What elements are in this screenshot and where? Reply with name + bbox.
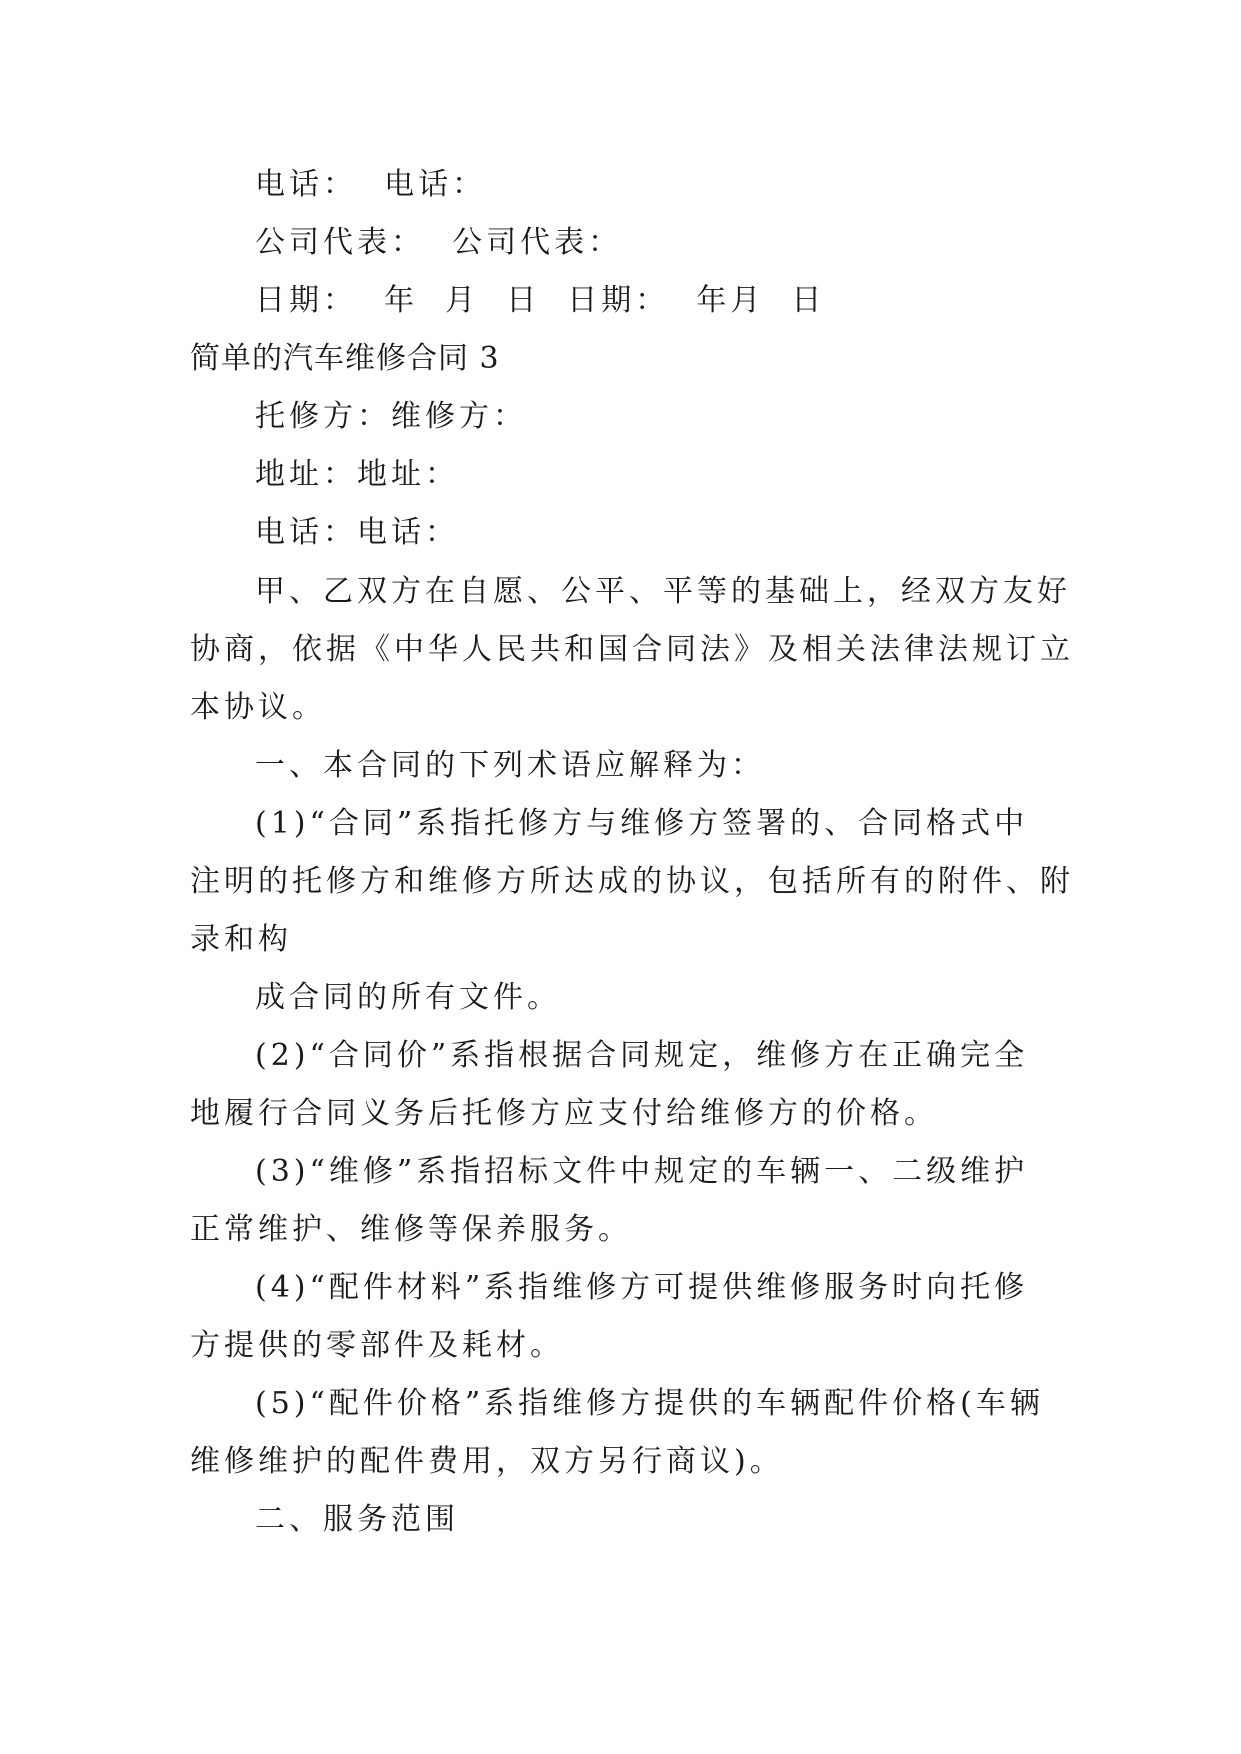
phone-line: 电话： 电话： [255,167,487,202]
address-line: 地址：地址： [255,457,459,492]
paragraph-line: 注明的托修方和维修方所达成的协议，包括所有的附件、附 [190,864,1074,899]
contract-title: 简单的汽车维修合同 3 [190,341,500,376]
paragraph-line: 正常维护、维修等保养服务。 [190,1212,632,1247]
section-heading: 二、服务范围 [255,1502,459,1537]
paragraph-line: 方提供的零部件及耗材。 [190,1328,564,1363]
parties-line: 托修方：维修方： [255,399,527,434]
paragraph-line: 甲、乙双方在自愿、公平、平等的基础上，经双方友好 [255,574,1071,609]
paragraph-line: 本协议。 [190,690,326,725]
section-heading: 一、本合同的下列术语应解释为： [255,748,765,783]
paragraph-line: (5)“配件价格”系指维修方提供的车辆配件价格(车辆 [255,1386,1044,1421]
paragraph-line: 地履行合同义务后托修方应支付给维修方的价格。 [190,1096,938,1131]
paragraph-line: (2)“合同价”系指根据合同规定，维修方在正确完全 [255,1038,1029,1073]
paragraph-line: 维修维护的配件费用，双方另行商议)。 [190,1444,784,1479]
paragraph-line: 成合同的所有文件。 [255,980,561,1015]
paragraph-line: (3)“维修”系指招标文件中规定的车辆一、二级维护 [255,1154,1029,1189]
phone-line-2: 电话：电话： [255,515,459,550]
company-rep-line: 公司代表： 公司代表： [255,225,623,260]
date-line: 日期： 年 月 日 日期： 年月 日 [255,283,826,318]
paragraph-line: 协商，依据《中华人民共和国合同法》及相关法律法规订立 [190,632,1074,667]
paragraph-line: 录和构 [190,922,292,957]
paragraph-line: (1)“合同”系指托修方与维修方签署的、合同格式中 [255,806,1029,841]
paragraph-line: (4)“配件材料”系指维修方可提供维修服务时向托修 [255,1270,1029,1305]
